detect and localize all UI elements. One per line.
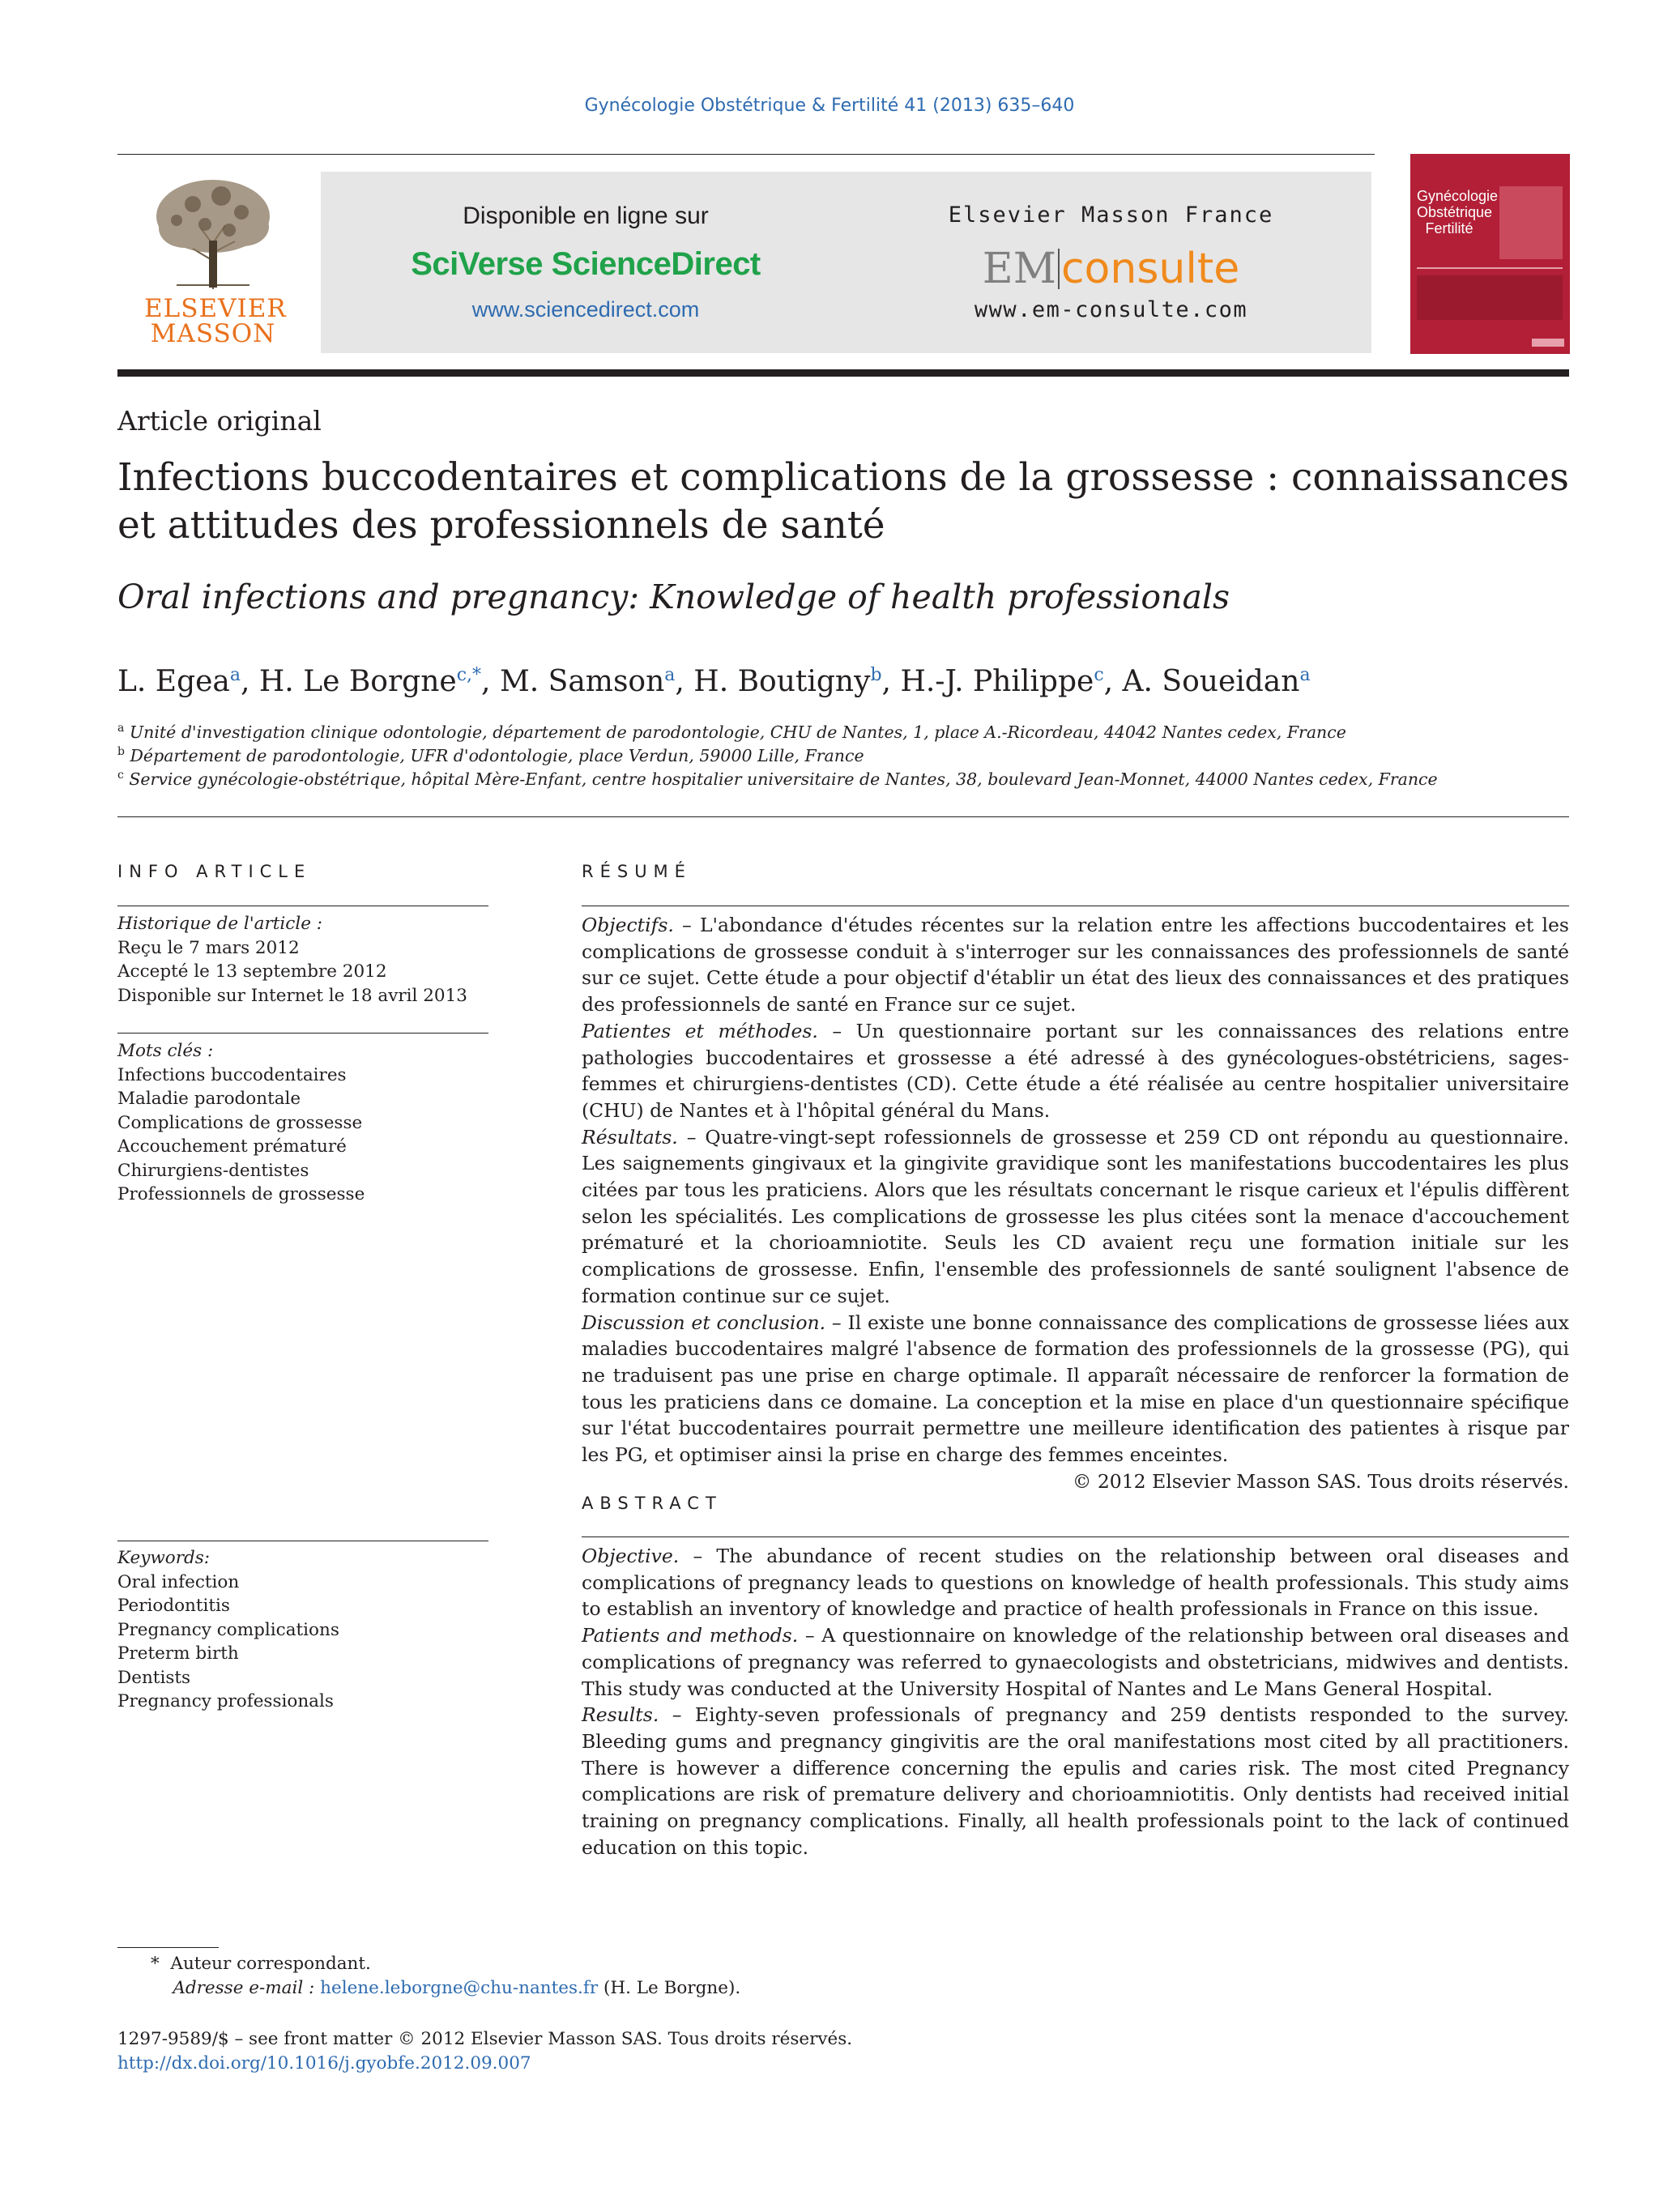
elsevier-wordmark-bottom: MASSON [150, 319, 276, 348]
footnote-rule [117, 1947, 219, 1948]
emconsulte-link[interactable]: www.em-consulte.com [974, 297, 1248, 322]
elsevier-wordmark [144, 294, 287, 348]
author-affiliation-marker[interactable]: a [664, 665, 676, 685]
cover-footer [1532, 339, 1564, 347]
cover-title-line: Obstétrique [1417, 204, 1493, 220]
history-item: Disponible sur Internet le 18 avril 2013 [117, 985, 467, 1006]
paragraph-label: Patients and methods. [582, 1624, 799, 1647]
resume-body [582, 912, 1569, 1494]
keyword-en: Periodontitis [117, 1596, 230, 1616]
doi-link[interactable]: http://dx.doi.org/10.1016/j.gyobfe.2012.09.007 [117, 2053, 531, 2073]
abstract-paragraph [582, 1702, 1569, 1860]
footnote-author: Auteur correspondant. [170, 1954, 371, 1974]
author-separator: , [481, 665, 500, 698]
affiliation-marker: a [117, 722, 125, 735]
history-rule [117, 1033, 488, 1034]
em-divider [1058, 249, 1060, 289]
abstract-rule [582, 1536, 1569, 1537]
online-label: Disponible en ligne sur [463, 202, 709, 229]
keyword-fr: Infections buccodentaires [117, 1064, 347, 1085]
affiliation-a [117, 722, 1346, 742]
paragraph-text: – The abundance of recent studies on the relationship between oral diseases and complications of pregnancy leads to questions on knowledge of health professionals. This study aims to establish an inventory of knowledge and practice of health professionals in France on this issue. [582, 1545, 1569, 1621]
paragraph-label: Résultats. [582, 1125, 678, 1149]
paragraph-text: – Eighty-seven professionals of pregnancy and 259 dentists responded to the survey. Bleeding gums and pregnancy gingivitis are the oral manifestations most cited by all practitioners. There is however a difference concerning the epulis and caries risk. The most cited Pregnancy complications are risk of premature delivery and chorioamniotitis. Only dentists had received initial training on pregnancy complications. Finally, all health professionals point to the lack of continued education on this topic. [582, 1703, 1569, 1859]
footnote-star: * [151, 1954, 160, 1974]
history-item: Reçu le 7 mars 2012 [117, 937, 300, 958]
keyword-en: Pregnancy complications [117, 1619, 339, 1640]
cover-divider [1417, 267, 1563, 269]
affiliation-text: Unité d'investigation clinique odontologie, département de parodontologie, CHU de Nantes, 1, place A.-Ricordeau, 44042 Nantes cedex, France [129, 722, 1346, 742]
author-name: H.-J. Philippe [900, 665, 1094, 698]
issn-line: 1297-9589/$ – see front matter © 2012 Elsevier Masson SAS. Tous droits réservés. [117, 2029, 853, 2049]
paragraph-label: Discussion et conclusion. [582, 1311, 826, 1334]
paragraph-text: – Un questionnaire portant sur les connaissances des relations entre pathologies buccodentaires et grossesse a été adressé à des gynécologues-obstétriciens, sages-femmes et chirurgiens-dentistes (CD). Cette étude a été réalisée au centre hospitalier universitaire (CHU) de Nantes et à l'hôpital général du Mans. [582, 1019, 1569, 1122]
affiliation-text: Service gynécologie-obstétrique, hôpital Mère-Enfant, centre hospitalier universitaire de Nantes, 38, boulevard Jean-Monnet, 44000 Nantes cedex, France [129, 769, 1438, 789]
paragraph-label: Objectifs. [582, 914, 674, 936]
author-affiliation-marker[interactable]: a [229, 665, 241, 685]
cover-table [1417, 275, 1563, 320]
paragraph-text: – A questionnaire on knowledge of the relationship between oral diseases and complications of pregnancy was referred to gynaecologists and obstetricians, midwives and dentists. This study was conducted at the University Hospital of Nantes and Le Mans General Hospital. [582, 1624, 1569, 1700]
affiliation-text: Département de parodontologie, UFR d'odontologie, place Verdun, 59000 Lille, France [130, 745, 864, 765]
article-history [117, 912, 490, 1008]
sciencedirect-link[interactable]: www.sciencedirect.com [471, 297, 700, 322]
abstract-heading: ABSTRACT [582, 1494, 723, 1513]
author-name: A. Soueidan [1122, 665, 1300, 698]
author-name: L. Egea [117, 665, 230, 698]
cover-title-line: Fertilité [1425, 220, 1473, 237]
keyword-fr: Accouchement prématuré [117, 1136, 347, 1157]
article-type: Article original [117, 405, 322, 437]
em-part: EM [982, 245, 1056, 293]
abstract-paragraph [582, 1543, 1569, 1622]
cover-title-line: Gynécologie [1417, 188, 1499, 204]
email-suffix: (H. Le Borgne). [603, 1978, 741, 1998]
article-title: Infections buccodentaires et complications de la grossesse : connaissances et attitudes des professionnels de santé [117, 455, 1570, 548]
email-line [151, 1976, 740, 2001]
keyword-en: Dentists [117, 1667, 191, 1688]
paragraph-text: – L'abondance d'études récentes sur la relation entre les affections buccodentaires et les complications de grossesse conduit à s'interroger sur les connaissances des professionnels de santé sur ce sujet. Cette étude a pour objectif d'établir un état des lieux des connaissances et des pratiques des professionnels de santé en France sur ce sujet. [582, 914, 1569, 1016]
author-name: M. Samson [499, 665, 665, 698]
resume-paragraph [582, 912, 1569, 1018]
resume-paragraph [582, 1310, 1569, 1468]
affiliation-marker: c [117, 769, 124, 782]
banner-rule [117, 369, 1569, 377]
resume-copyright: © 2012 Elsevier Masson SAS. Tous droits réservés. [1072, 1469, 1569, 1493]
keyword-fr: Maladie parodontale [117, 1089, 301, 1109]
resume-paragraph [582, 1124, 1569, 1310]
author-separator: , [241, 665, 259, 698]
keyword-fr: Complications de grossesse [117, 1112, 363, 1133]
paragraph-text: – Il existe une bonne connaissance des complications de grossesse liées aux maladies buccodentaires malgré l'absence de formation des professionnels de la grossesse (PG), qui ne traduisent pas une prise en charge optimale. Il apparaît nécessaire de renforcer la formation de tous les praticiens dans ce domaine. La conception et la mise en place d'un questionnaire spécifique sur l'état buccodentaires pourrait permettre une meilleure identification des patientes à risque par les PG, et optimiser ainsi la prise en charge des femmes enceintes. [582, 1311, 1569, 1467]
resume-paragraph [582, 1018, 1569, 1124]
paragraph-label: Results. [582, 1703, 659, 1727]
header-rule [117, 154, 1375, 155]
author-affiliation-marker[interactable]: b [870, 665, 882, 685]
availability-banner [321, 172, 1371, 353]
keyword-en: Oral infection [117, 1571, 240, 1592]
sciencedirect-logo: SciVerse ScienceDirect [411, 246, 761, 282]
keyword-en: Preterm birth [117, 1643, 239, 1664]
paragraph-text: – Quatre-vingt-sept rofessionnels de grossesse et 259 CD ont répondu au questionnaire. Les saignements gingivaux et la gingivite gravidique sont les manifestations buccodentaires les plus citées par tous les praticiens. Alors que les résultats concernant le risque carieux et l'épulis diffèrent selon les spécialités. Les complications de grossesse les plus citées sont la menace d'accouchement prématuré et la chorioamniotite. Seuls les CD avaient reçu une formation initiale sur les complications de grossesse. Enfin, l'ensemble des professionnels de santé soulignent l'absence de formation continue sur ce sujet. [582, 1125, 1569, 1307]
emconsulte-logo [851, 246, 1371, 292]
keyword-fr: Chirurgiens-dentistes [117, 1160, 309, 1181]
author-affiliation-marker[interactable]: c,* [456, 665, 482, 685]
elsevier-wordmark-top: ELSEVIER [144, 294, 287, 323]
abstract-body [582, 1543, 1569, 1860]
author-separator: , [675, 665, 694, 698]
paragraph-label: Objective. [582, 1545, 680, 1567]
cover-text-block [1499, 186, 1563, 259]
corresponding-author-note [151, 1952, 371, 1976]
article-subtitle: Oral infections and pregnancy: Knowledge of health professionals [117, 578, 1230, 616]
elsevier-tree-icon [144, 172, 282, 293]
author-list [117, 665, 1311, 698]
title-rule [117, 816, 1569, 817]
author-name: H. Le Borgne [258, 665, 457, 698]
author-separator: , [1103, 665, 1123, 698]
author-name: H. Boutigny [693, 665, 871, 698]
keywords-en [117, 1546, 490, 1714]
mots-label: Mots clés : [117, 1041, 214, 1061]
email-label: Adresse e-mail : [173, 1978, 315, 1998]
affiliation-marker: b [117, 745, 125, 758]
journal-citation[interactable]: Gynécologie Obstétrique & Fertilité 41 (2013) 635–640 [584, 96, 1075, 116]
keyword-fr: Professionnels de grossesse [117, 1184, 365, 1204]
keywords-label: Keywords: [117, 1548, 211, 1568]
resume-heading: RÉSUMÉ [582, 862, 692, 881]
abstract-paragraph [582, 1622, 1569, 1702]
affiliation-c [117, 769, 1438, 789]
history-item: Accepté le 13 septembre 2012 [117, 961, 387, 982]
author-affiliation-marker[interactable]: c [1094, 665, 1104, 685]
affiliation-b [117, 745, 864, 765]
mots-cles [117, 1039, 490, 1207]
elsevier-logo [144, 172, 287, 354]
info-heading: INFO ARTICLE [117, 862, 312, 881]
paragraph-label: Patientes et méthodes. [582, 1019, 818, 1042]
history-label: Historique de l'article : [117, 914, 323, 934]
keyword-en: Pregnancy professionals [117, 1691, 334, 1711]
elsevier-france-label: Elsevier Masson France [948, 202, 1274, 228]
author-affiliation-marker[interactable]: a [1299, 665, 1311, 685]
journal-cover [1410, 154, 1570, 354]
consulte-part: consulte [1060, 245, 1240, 293]
author-separator: , [881, 665, 901, 698]
email-link[interactable]: helene.leborgne@chu-nantes.fr [320, 1978, 599, 1998]
cover-title [1417, 188, 1499, 237]
